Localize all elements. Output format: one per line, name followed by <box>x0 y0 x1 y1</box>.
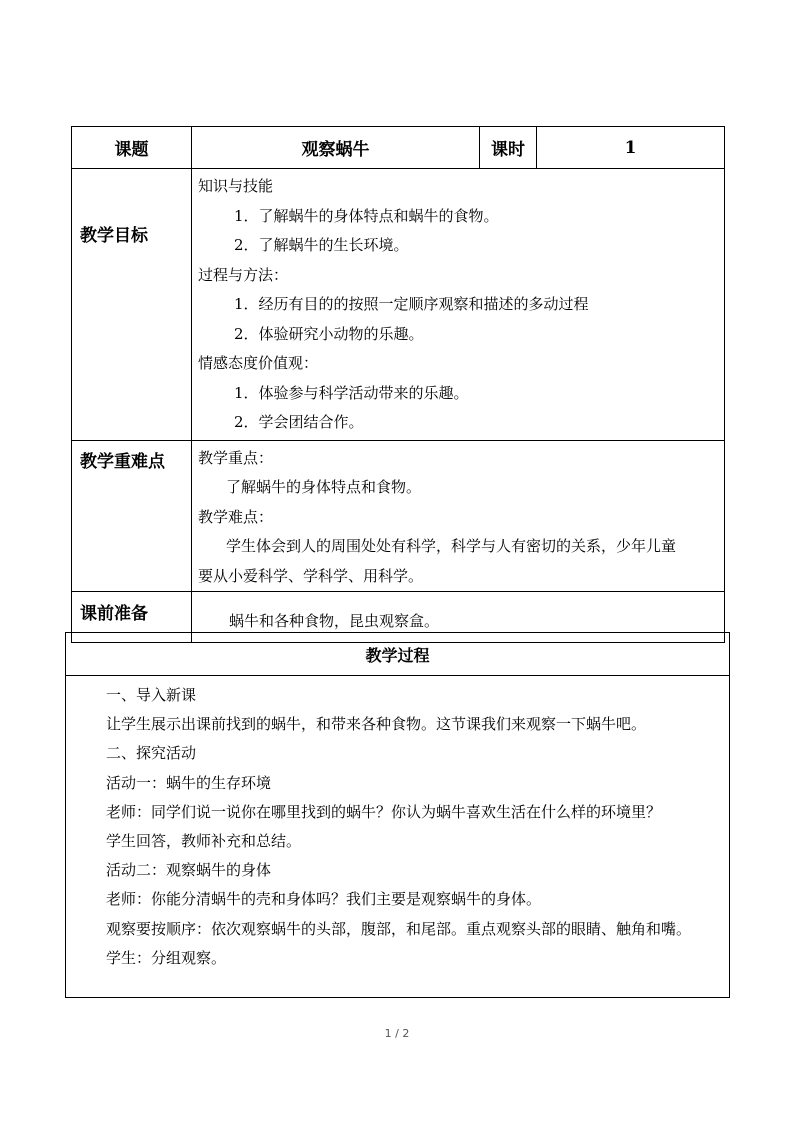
page-number: 1 / 2 <box>384 1027 410 1040</box>
objectives-label: 教学目标 <box>72 169 192 441</box>
key-point-line: 学生体会到人的周围处处有科学，科学与人有密切的关系，少年儿童 <box>226 537 677 555</box>
preparation-content: 蜗牛和各种食物，昆虫观察盒。 <box>192 592 725 643</box>
process-paragraph: 活动二：观察蜗牛的身体 <box>106 861 272 880</box>
key-point-line: 了解蜗牛的身体特点和食物。 <box>226 478 422 496</box>
process-paragraph: 学生：分组观察。 <box>106 948 227 967</box>
key-point-line: 教学难点： <box>198 507 274 526</box>
topic-label: 课题 <box>72 127 192 169</box>
lesson-info-table <box>71 126 725 643</box>
process-paragraph: 活动一：蜗牛的生存环境 <box>106 773 272 792</box>
process-paragraph: 学生回答，教师补充和总结。 <box>106 832 302 851</box>
key-point-line: 教学重点： <box>198 448 274 467</box>
key-points-label: 教学重难点 <box>72 440 192 592</box>
objective-line: 知识与技能 <box>198 177 274 195</box>
teaching-process-table <box>65 632 730 998</box>
objectives-row <box>72 169 725 441</box>
hours-value: 1 <box>537 127 725 169</box>
process-paragraph: 老师：你能分清蜗牛的壳和身体吗？我们主要是观察蜗牛的身体。 <box>106 890 542 909</box>
process-paragraph: 老师：同学们说一说你在哪里找到的蜗牛？你认为蜗牛喜欢生活在什么样的环境里？ <box>106 802 662 821</box>
objective-line: 2．体验研究小动物的乐趣。 <box>234 324 424 343</box>
objective-line: 情感态度价值观： <box>198 354 319 372</box>
objective-line: 1．了解蜗牛的身体特点和蜗牛的食物。 <box>234 206 499 225</box>
process-title: 教学过程 <box>66 633 730 676</box>
process-paragraph: 让学生展示出课前找到的蜗牛，和带来各种食物。这节课我们来观察一下蜗牛吧。 <box>106 715 647 734</box>
objective-line: 过程与方法： <box>198 265 289 284</box>
header-row <box>72 127 725 169</box>
process-content <box>66 676 730 998</box>
key-points-content <box>192 440 725 592</box>
objective-line: 2．了解蜗牛的生长环境。 <box>234 236 409 254</box>
key-point-line: 要从小爱科学、学科学、用科学。 <box>198 566 424 585</box>
objective-line: 1．经历有目的的按照一定顺序观察和描述的多动过程 <box>234 295 589 313</box>
key-points-row <box>72 440 725 592</box>
process-paragraph: 观察要按顺序：依次观察蜗牛的头部，腹部，和尾部。重点观察头部的眼睛、触角和嘴。 <box>106 919 692 938</box>
objectives-content <box>192 169 725 441</box>
process-paragraph: 一、导入新课 <box>106 686 197 704</box>
hours-label: 课时 <box>480 127 537 169</box>
process-paragraph: 二、探究活动 <box>106 744 197 763</box>
objective-line: 1．体验参与科学活动带来的乐趣。 <box>234 383 469 402</box>
preparation-label: 课前准备 <box>72 592 192 643</box>
topic-value: 观察蜗牛 <box>192 127 480 169</box>
objective-line: 2．学会团结合作。 <box>234 413 364 431</box>
